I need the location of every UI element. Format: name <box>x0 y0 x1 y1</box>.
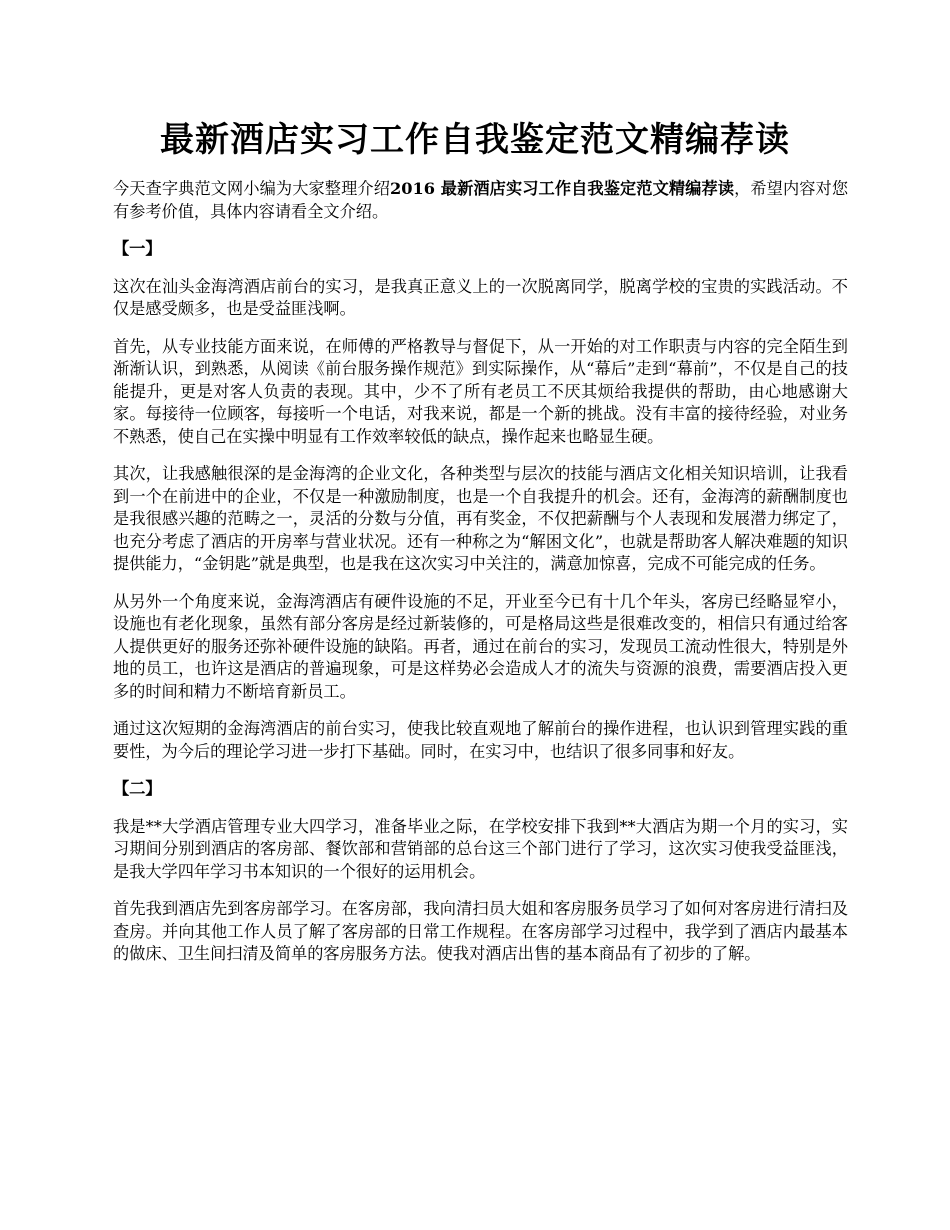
section-1-paragraph: 首先，从专业技能方面来说，在师傅的严格教导与督促下，从一开始的对工作职责与内容的完全陌生到渐渐认识，到熟悉，从阅读《前台服务操作规范》到实际操作，从“幕后”走到“幕前”，不仅是自己的技能提升，更是对客人负责的表现。其中，少不了所有老员工不厌其烦给我提供的帮助，由心地感谢大家。每接待一位顾客，每接听一个电话，对我来说，都是一个新的挑战。没有丰富的接待经验，对业务不熟悉，使自己在实操中明显有工作效率较低的缺点，操作起来也略显生硬。 <box>113 336 848 446</box>
section-2-paragraph: 首先我到酒店先到客房部学习。在客房部，我向清扫员大姐和客房服务员学习了如何对客房进行清扫及查房。并向其他工作人员了解了客房部的日常工作规程。在客房部学习过程中，我学到了酒店内最基本的做床、卫生间扫清及简单的客房服务方法。使我对酒店出售的基本商品有了初步的了解。 <box>113 899 848 963</box>
intro-highlight: 2016 最新酒店实习工作自我鉴定范文精编荐读 <box>389 179 735 198</box>
intro-suffix: ，希望内容对您有参考价值，具体内容请看全文介绍。 <box>113 179 849 221</box>
document-body <box>113 178 848 981</box>
section-2-paragraph: 我是**大学酒店管理专业大四学习，准备毕业之际，在学校安排下我到**大酒店为期一个月的实习，实习期间分别到酒店的客房部、餐饮部和营销部的总台这三个部门进行了学习，这次实习使我受益匪浅，是我大学四年学习书本知识的一个很好的运用机会。 <box>113 816 848 881</box>
section-1-paragraph: 从另外一个角度来说，金海湾酒店有硬件设施的不足，开业至今已有十几个年头，客房已经略显窄小，设施也有老化现象，虽然有部分客房是经过新装修的，可是格局这些是很难改变的，相信只有通过给客人提供更好的服务还弥补硬件设施的缺陷。再者，通过在前台的实习，发现员工流动性很大，特别是外地的员工，也许这是酒店的普遍现象，可是这样势必会造成人才的流失与资源的浪费，需要酒店投入更多的时间和精力不断培育新员工。 <box>113 591 848 701</box>
section-heading-1: 【一】 <box>113 239 162 258</box>
section-1-paragraph: 其次，让我感触很深的是金海湾的企业文化，各种类型与层次的技能与酒店文化相关知识培训，让我看到一个在前进中的企业，不仅是一种激励制度，也是一个自我提升的机会。还有，金海湾的薪酬制度也是我很感兴趣的范畴之一，灵活的分数与分值，再有奖金，不仅把薪酬与个人表现和发展潜力绑定了，也充分考虑了酒店的开房率与营业状况。还有一种称之为“解困文化”，也就是帮助客人解决难题的知识提供能力，“金钥匙”就是典型，也是我在这次实习中关注的，满意加惊喜，完成不可能完成的任务。 <box>113 464 848 573</box>
section-heading-2: 【二】 <box>113 779 162 798</box>
section-1-paragraph: 这次在汕头金海湾酒店前台的实习，是我真正意义上的一次脱离同学，脱离学校的宝贵的实践活动。不仅是感受颇多，也是受益匪浅啊。 <box>113 276 848 318</box>
intro-paragraph <box>113 178 848 223</box>
document-title: 最新酒店实习工作自我鉴定范文精编荐读 <box>160 120 790 160</box>
section-1-paragraph: 通过这次短期的金海湾酒店的前台实习，使我比较直观地了解前台的操作进程，也认识到管理实践的重要性，为今后的理论学习进一步打下基础。同时，在实习中，也结识了很多同事和好友。 <box>113 719 848 761</box>
intro-prefix: 今天查字典范文网小编为大家整理介绍 <box>113 179 390 198</box>
